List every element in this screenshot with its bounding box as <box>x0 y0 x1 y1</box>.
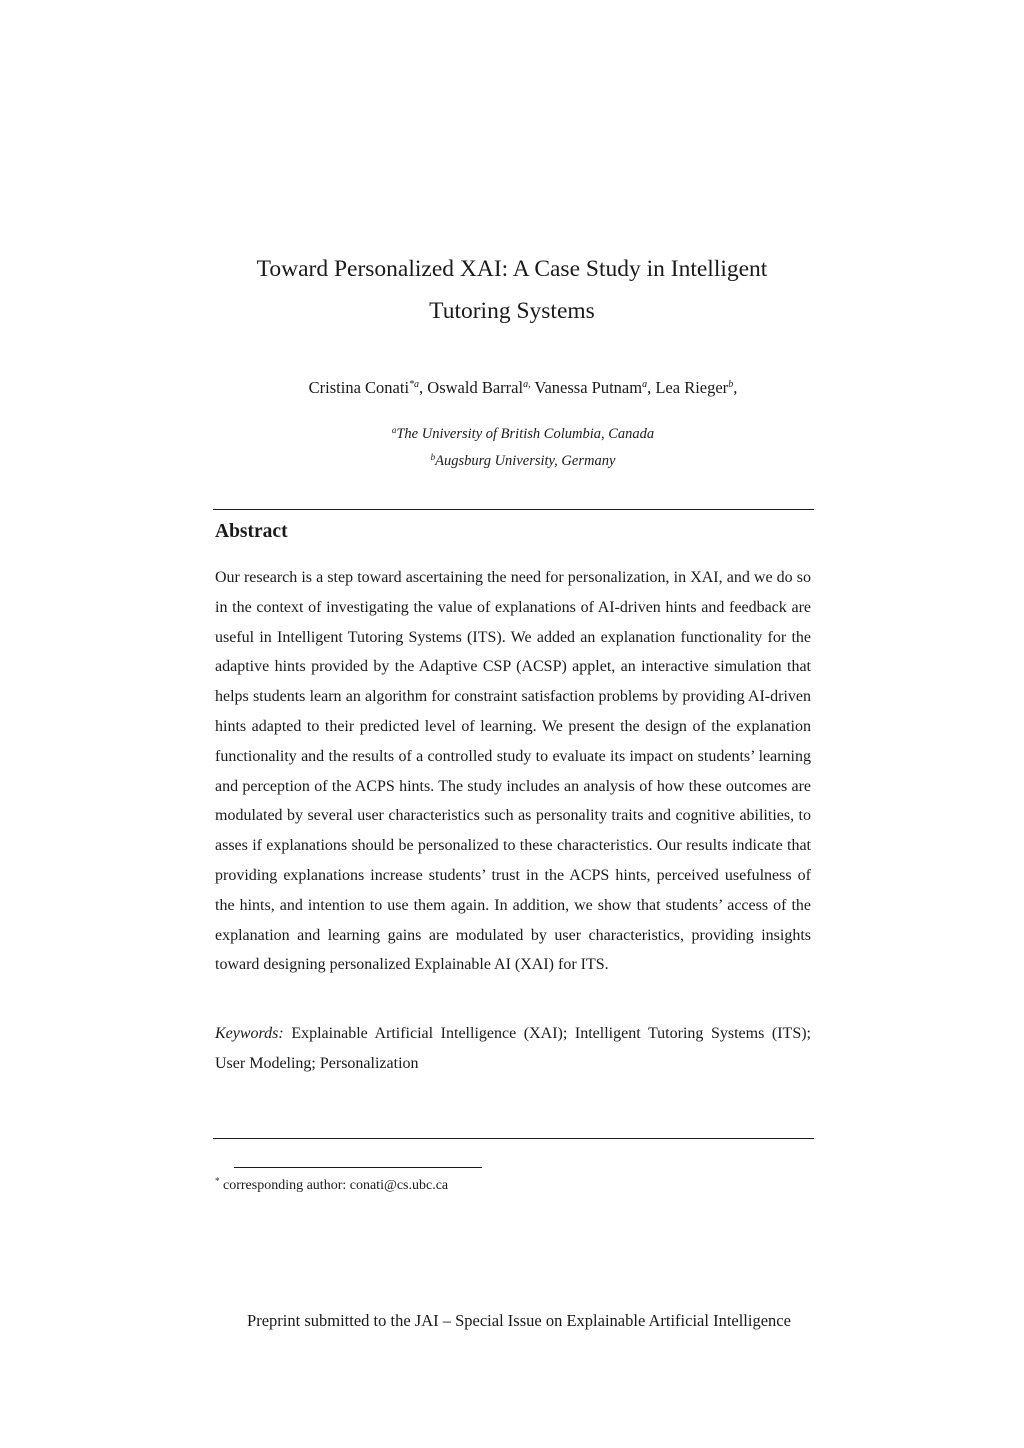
author-separator: , <box>419 378 428 397</box>
affiliation-mark: b <box>430 452 436 462</box>
author-separator: , <box>647 378 656 397</box>
footnote-mark: * <box>215 1176 220 1186</box>
keywords-label: Keywords: <box>215 1025 284 1042</box>
abstract-bottom-rule <box>213 1138 814 1139</box>
author-name: Oswald Barral <box>427 378 524 397</box>
abstract-top-rule <box>213 509 814 510</box>
affiliation-text: Augsburg University, Germany <box>435 453 616 469</box>
keywords-text: Explainable Artificial Intelligence (XAI); Intelligent Tutoring Systems (ITS); User Modeling; Personalization <box>215 1025 811 1072</box>
author-affiliation-mark: b <box>728 379 734 390</box>
author-name: Vanessa Putnam <box>534 378 643 397</box>
author-list <box>0 376 1024 400</box>
affiliation-text: The University of British Columbia, Canada <box>396 426 655 442</box>
footnote <box>215 1176 448 1196</box>
author-name: Cristina Conati <box>308 378 410 397</box>
affiliation <box>0 424 1024 444</box>
paper-title-line-1: Toward Personalized XAI: A Case Study in Intelligent <box>256 256 768 282</box>
abstract-heading: Abstract <box>215 521 288 542</box>
abstract-text: Our research is a step toward ascertaining the need for personalization, in XAI, and we do so in the context of investigating the value of explanations of AI-driven hints and feedback are useful in Intelligent Tutoring Systems (ITS). We added an explanation functionality for the adaptive hints provided by the Adaptive CSP (ACSP) applet, an interactive simulation that helps students learn an algorithm for constraint satisfaction problems by providing AI-driven hints adapted to their predicted level of learning. We present the design of the explanation functionality and the results of a controlled study to evaluate its impact on students’ learning and perception of the ACPS hints. The study includes an analysis of how these outcomes are modulated by several user characteristics such as personality traits and cognitive abilities, to asses if explanations should be personalized to these characteristics. Our results indicate that providing explanations increase students’ trust in the ACPS hints, perceived usefulness of the hints, and intention to use them again. In addition, we show that students’ access of the explanation and learning gains are modulated by user characteristics, providing insights toward designing personalized Explainable AI (XAI) for ITS. <box>215 569 811 974</box>
paper-title-line-2: Tutoring Systems <box>429 298 595 324</box>
author-affiliation-mark: a <box>642 379 648 390</box>
author-affiliation-mark: a, <box>523 379 531 390</box>
affiliation <box>0 451 1024 471</box>
author-affiliation-mark: *a <box>409 379 420 390</box>
affiliation-mark: a <box>391 425 397 435</box>
author-separator: , <box>733 378 738 397</box>
paper-title <box>0 248 1024 332</box>
author-name: Lea Rieger <box>655 378 729 397</box>
footnote-text: corresponding author: conati@cs.ubc.ca <box>223 1178 449 1193</box>
keywords <box>215 1019 811 1079</box>
footnote-separator <box>234 1167 482 1168</box>
page-footer: Preprint submitted to the JAI – Special Issue on Explainable Artificial Intelligence <box>247 1311 791 1330</box>
